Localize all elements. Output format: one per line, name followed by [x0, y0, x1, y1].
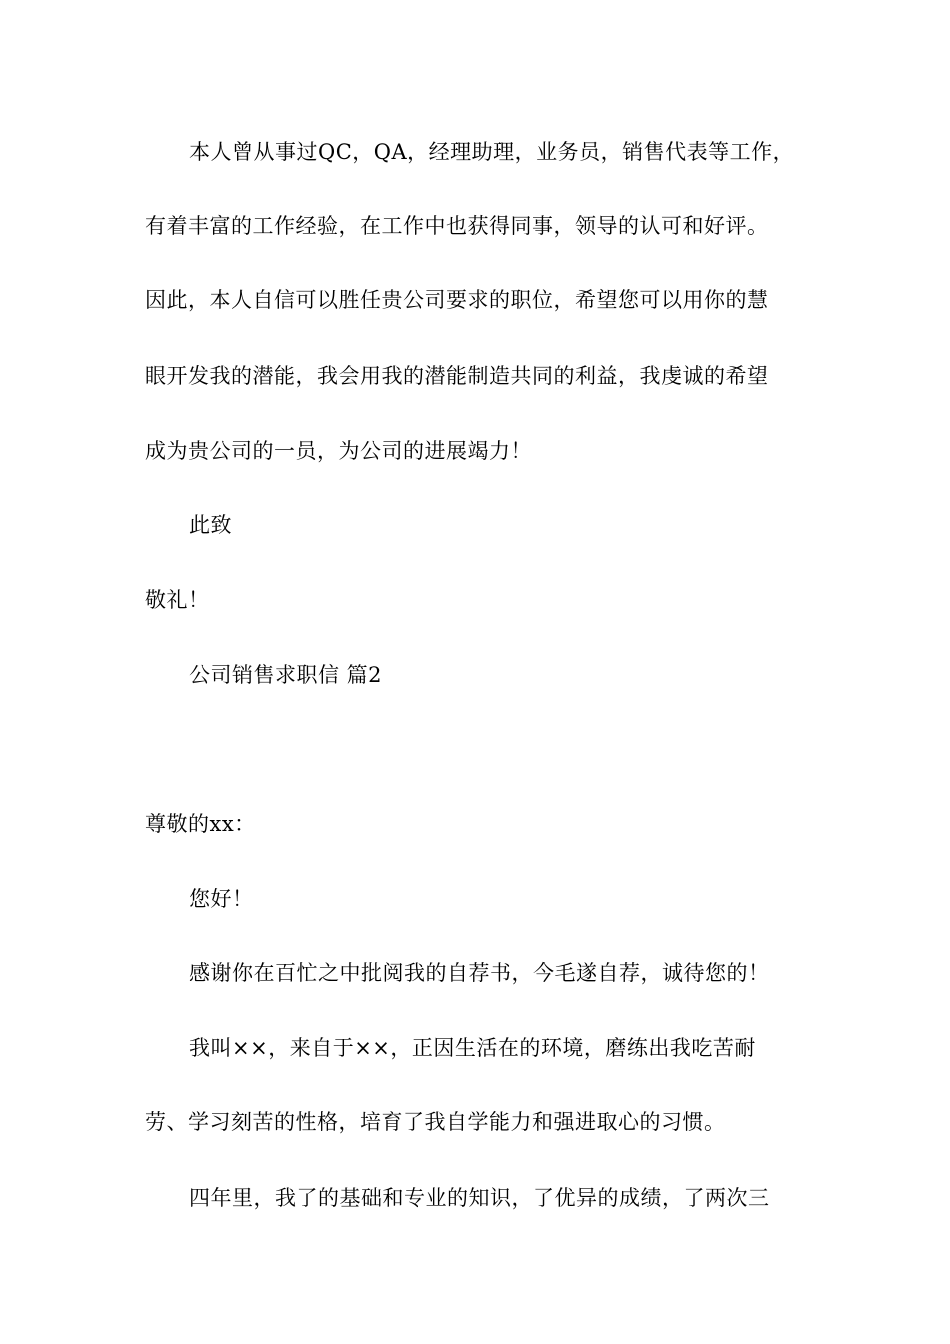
- paragraph-line: 劳、学习刻苦的性格，培育了我自学能力和强进取心的习惯。: [145, 1110, 726, 1134]
- greeting-line: 您好！: [189, 887, 254, 911]
- closing-phrase: 此致: [189, 513, 232, 537]
- closing-salutation: 敬礼！: [145, 588, 210, 612]
- paragraph-line: 有着丰富的工作经验，在工作中也获得同事，领导的认可和好评。: [145, 214, 769, 238]
- paragraph-line: 四年里，我了的基础和专业的知识，了优异的成绩，了两次三: [189, 1186, 770, 1210]
- section-heading: 公司销售求职信 篇2: [189, 663, 383, 687]
- paragraph-line: 因此，本人自信可以胜任贵公司要求的职位，希望您可以用你的慧: [145, 288, 769, 312]
- greeting: 尊敬的xx：: [145, 812, 256, 836]
- paragraph-line: 本人曾从事过QC，QA，经理助理，业务员，销售代表等工作，: [189, 140, 795, 164]
- paragraph-line: 我叫××，来自于××，正因生活在的环境，磨练出我吃苦耐: [189, 1036, 756, 1060]
- paragraph-line: 成为贵公司的一员，为公司的进展竭力！: [145, 439, 532, 463]
- paragraph-line: 感谢你在百忙之中批阅我的自荐书，今毛遂自荐，诚待您的！: [189, 961, 770, 985]
- paragraph-line: 眼开发我的潜能，我会用我的潜能制造共同的利益，我虔诚的希望: [145, 364, 769, 388]
